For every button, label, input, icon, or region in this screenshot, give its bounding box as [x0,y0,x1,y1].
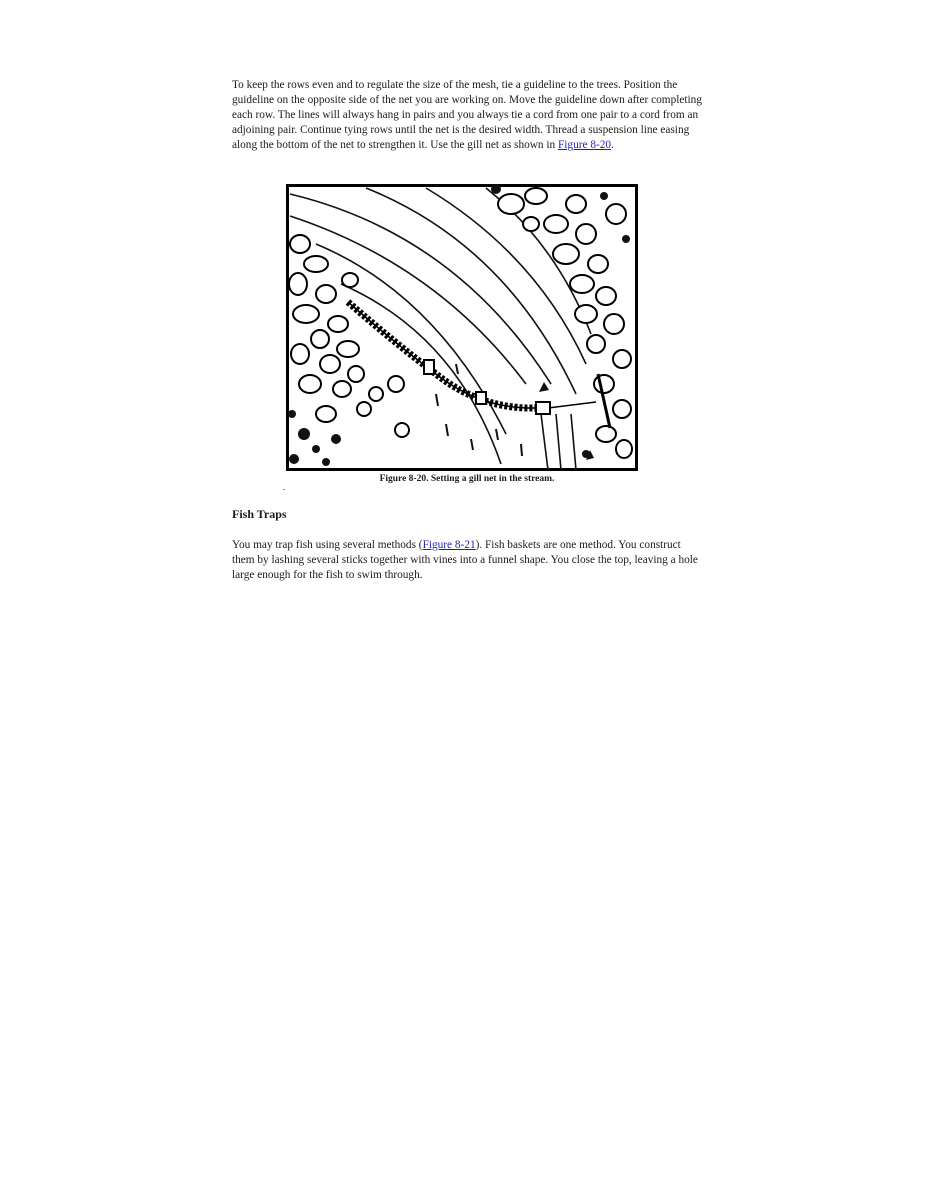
paragraph-text-end: ). Fish baskets are one method. You construct them by lashing several sticks together with vines into a funnel shape. You close the top, leaving a hole large enough for the fish to swim through. [232,539,698,581]
gill-net-illustration [286,184,638,471]
figure-caption: Figure 8-20. Setting a gill net in the stream. [379,474,555,484]
paragraph-text: To keep the rows even and to regulate the size of the mesh, tie a guideline to the trees. Position the guideline on the opposite side of the net you are working on. Move the guideline down after completing each row. The lines will always hang in pairs and you always tie a cord from one pair to a cord from an adjoining pair. Continue tying rows until the net is the desired width. Thread a suspension line easing along the bottom of the net to strengthen it. Use the gill net as shown in [232,79,702,151]
section-heading: Fish Traps [232,507,287,521]
paragraph-text-end: . [611,139,614,151]
scan-speck [283,489,285,490]
figure-8-21-link[interactable]: Figure 8-21 [422,539,476,551]
paragraph-text: You may trap fish using several methods ( [232,539,423,551]
body-paragraph [232,78,702,153]
figure-8-20-link[interactable]: Figure 8-20 [558,139,612,151]
body-paragraph-2 [232,538,702,583]
